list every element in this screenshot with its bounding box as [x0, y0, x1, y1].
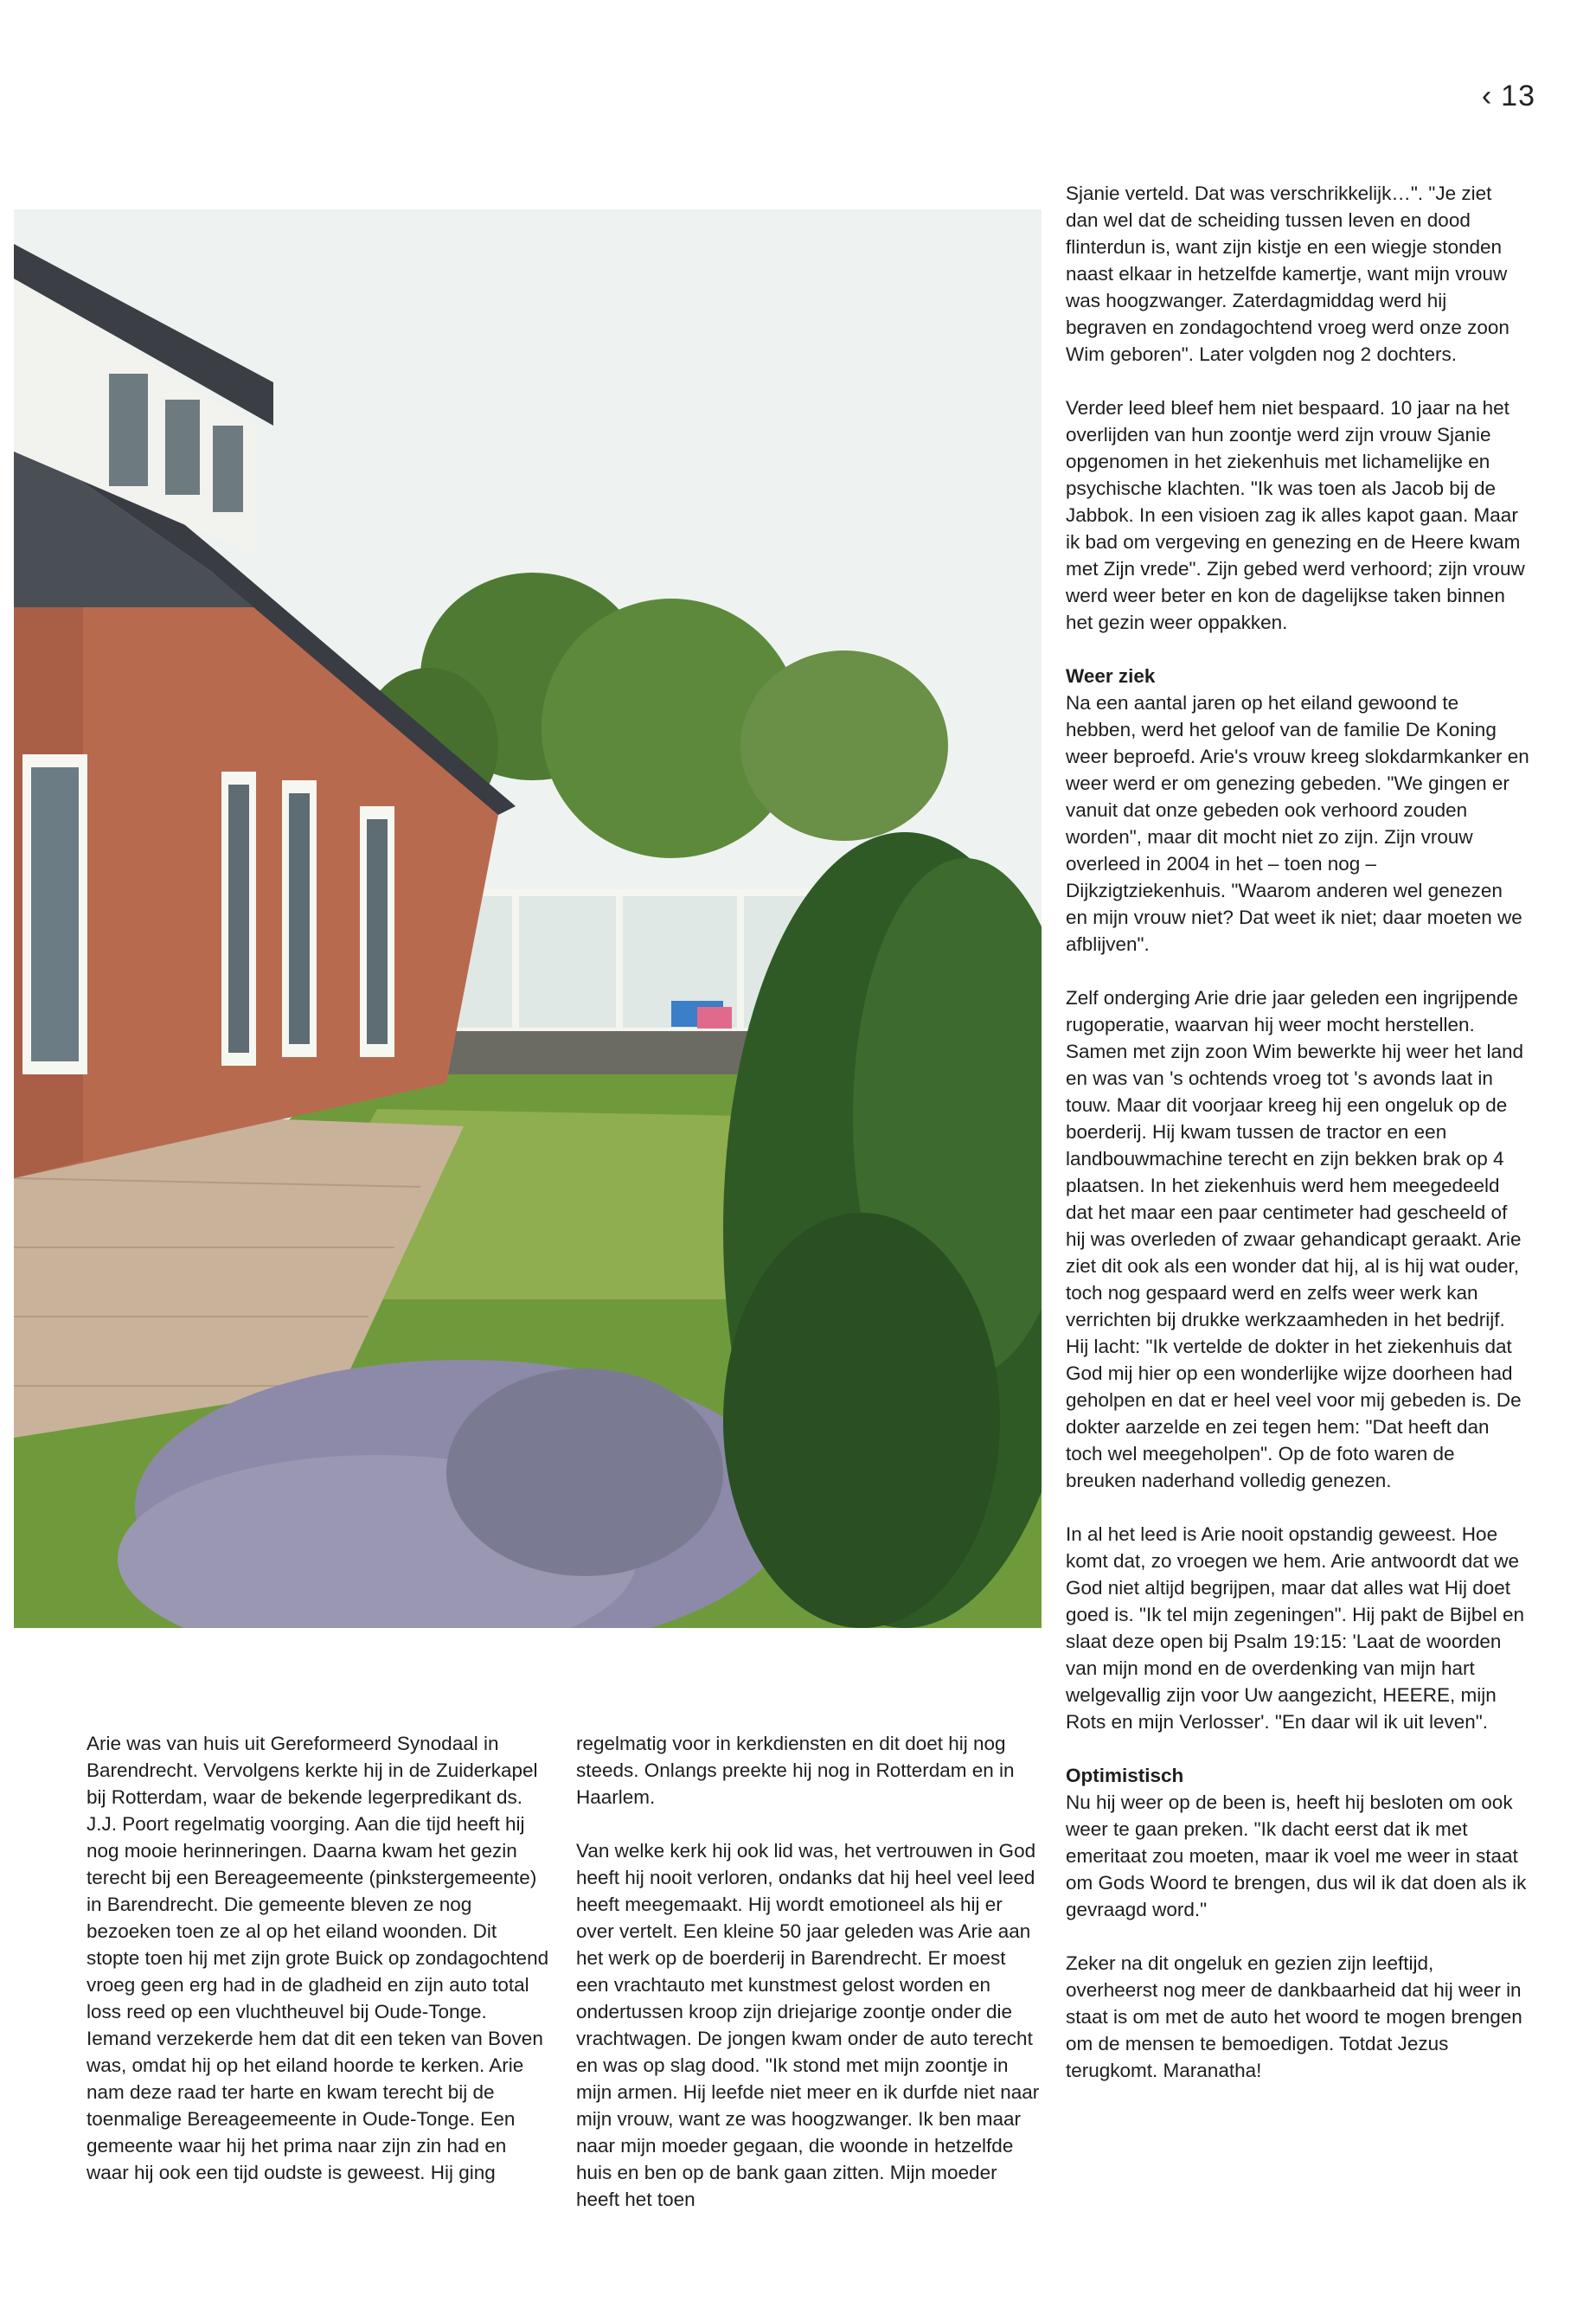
article-column-left: [87, 1730, 554, 2213]
article-photo: [14, 209, 1042, 1628]
paragraph: Verder leed bleef hem niet bespaard. 10 jaar na het overlijden van hun zoontje werd zijn vrouw Sjanie opgenomen in het ziekenhuis met lichamelijke en psychische klachten. "Ik was toen als Jacob bij de Jabbok. In een visioen zag ik alles kapot gaan. Maar ik bad om vergeving en genezing en de Heere kwam met Zijn vrede". Zijn gebed werd verhoord; zijn vrouw werd weer beter en kon de dagelijkse taken binnen het gezin weer oppakken.: [1066, 397, 1525, 633]
section-heading-weer-ziek: Weer ziek: [1066, 665, 1156, 687]
paragraph: Van welke kerk hij ook lid was, het vertrouwen in God heeft hij nooit verloren, ondanks dat hij heel veel leed heeft meegemaakt. Hij wordt emotioneel als hij er over vertelt. Een kleine 50 jaar geleden was Arie aan het werk op de boerderij in Barendrecht. Er moest een vrachtauto met kunstmest gelost worden en ondertussen kroop zijn driejarige zoontje onder die vrachtwagen. De jongen kwam onder de auto terecht en was op slag dood. "Ik stond met mijn zoontje in mijn armen. Hij leefde niet meer en ik durfde niet naar mijn vrouw, want ze was hoogzwanger. Ik ben maar naar mijn moeder gegaan, die woonde in hetzelfde huis en ben op de bank gaan zitten. Mijn moeder heeft het toen: [576, 1840, 1040, 2210]
paragraph: Sjanie verteld. Dat was verschrikkelijk…". "Je ziet dan wel dat de scheiding tussen leven en dood flinterdun is, want zijn kistje en een wiegje stonden naast elkaar in hetzelfde kamertje, want mijn vrouw was hoogzwanger. Zaterdagmiddag werd hij begraven en zondagochtend vroeg werd onze zoon Wim geboren". Later volgden nog 2 dochters.: [1066, 183, 1509, 365]
paragraph: Zeker na dit ongeluk en gezien zijn leeftijd, overheerst nog meer de dankbaarheid dat hij weer in staat is om met de auto het woord te mogen brengen om de mensen te bemoedigen. Totdat Jezus terugkomt. Maranatha!: [1066, 1952, 1522, 2081]
house-garden-photo: [14, 209, 1042, 1628]
paragraph: Zelf onderging Arie drie jaar geleden een ingrijpende rugoperatie, waarvan hij weer mocht herstellen. Samen met zijn zoon Wim bewerkte hij weer het land en was van 's ochtends vroeg tot 's avonds laat in touw. Maar dit voorjaar kreeg hij een ongeluk op de boerderij. Hij kwam tussen de tractor en een landbouwmachine terecht en zijn bekken brak op 4 plaatsen. In het ziekenhuis werd hem meegedeeld dat het maar een paar centimeter had gescheeld of hij was overleden of zwaar gehandicapt geraakt. Arie ziet dit ook als een wonder dat hij, al is hij wat ouder, toch nog gespaard werd en zelfs weer werk kan verrichten bij drukke werkzaamheden in het bedrijf. Hij lacht: "Ik vertelde de dokter in het ziekenhuis dat God mij hier op een wonderlijke wijze doorheen had geholpen en dat er heel veel voor mij gebeden is. De dokter aarzelde en zei tegen hem: "Dat heeft dan toch wel meegeholpen". Op de foto waren de breuken naderhand volledig genezen.: [1066, 987, 1523, 1491]
section-heading-optimistisch: Optimistisch: [1066, 1765, 1184, 1786]
paragraph: Nu hij weer op de been is, heeft hij besloten om ook weer te gaan preken. "Ik dacht eerst dat ik met emeritaat zou moeten, maar ik voel me weer in staat om Gods Woord te brengen, dus wil ik dat doen als ik gevraagd word.": [1066, 1791, 1527, 1920]
paragraph: regelmatig voor in kerkdiensten en dit doet hij nog steeds. Onlangs preekte hij nog in Rotterdam en in Haarlem.: [576, 1733, 1015, 1808]
article-column-middle: [576, 1730, 1043, 2240]
chevron-left-icon: ‹: [1481, 80, 1493, 112]
paragraph: In al het leed is Arie nooit opstandig geweest. Hoe komt dat, zo vroegen we hem. Arie antwoordt dat we God niet altijd begrijpen, maar dat alles wat Hij doet goed is. "Ik tel mijn zegeningen". Hij pakt de Bijbel en slaat deze open bij Psalm 19:15: 'Laat de woorden van mijn mond en de overdenking van mijn hart welgevallig zijn voor Uw aangezicht, HEERE, mijn Rots en mijn Verlosser'. "En daar wil ik uit leven".: [1066, 1523, 1525, 1733]
page-number: [1482, 80, 1535, 113]
page-number-value: 13: [1501, 80, 1535, 112]
article-column-right: [1066, 180, 1529, 2111]
paragraph: Na een aantal jaren op het eiland gewoond te hebben, werd het geloof van de familie De Koning weer beproefd. Arie's vrouw kreeg slokdarmkanker en weer werd er om genezing gebeden. "We gingen er vanuit dat onze gebeden ook verhoord zouden worden", maar dit mocht niet zo zijn. Zijn vrouw overleed in 2004 in het – toen nog – Dijkzigtziekenhuis. "Waarom anderen wel genezen en mijn vrouw niet? Dat weet ik niet; daar moeten we afblijven".: [1066, 692, 1529, 955]
paragraph: Arie was van huis uit Gereformeerd Synodaal in Barendrecht. Vervolgens kerkte hij in de Zuiderkapel bij Rotterdam, waar de bekende legerpredikant ds. J.J. Poort regelmatig voorging. Aan die tijd heeft hij nog mooie herinneringen. Daarna kwam het gezin terecht bij een Bereageemeente (pinkstergemeente) in Barendrecht. Die gemeente bleven ze nog bezoeken toen ze al op het eiland woonden. Dit stopte toen hij met zijn grote Buick op zondagochtend vroeg geen erg had in de gladheid en zijn auto total loss reed op een vluchtheuvel bij Oude-Tonge. Iemand verzekerde hem dat dit een teken van Boven was, omdat hij op het eiland hoorde te kerken. Arie nam deze raad ter harte en kwam terecht bij de toenmalige Bereageemeente in Oude-Tonge. Een gemeente waar hij het prima naar zijn zin had en waar hij ook een tijd oudste is geweest. Hij ging: [87, 1733, 549, 2183]
